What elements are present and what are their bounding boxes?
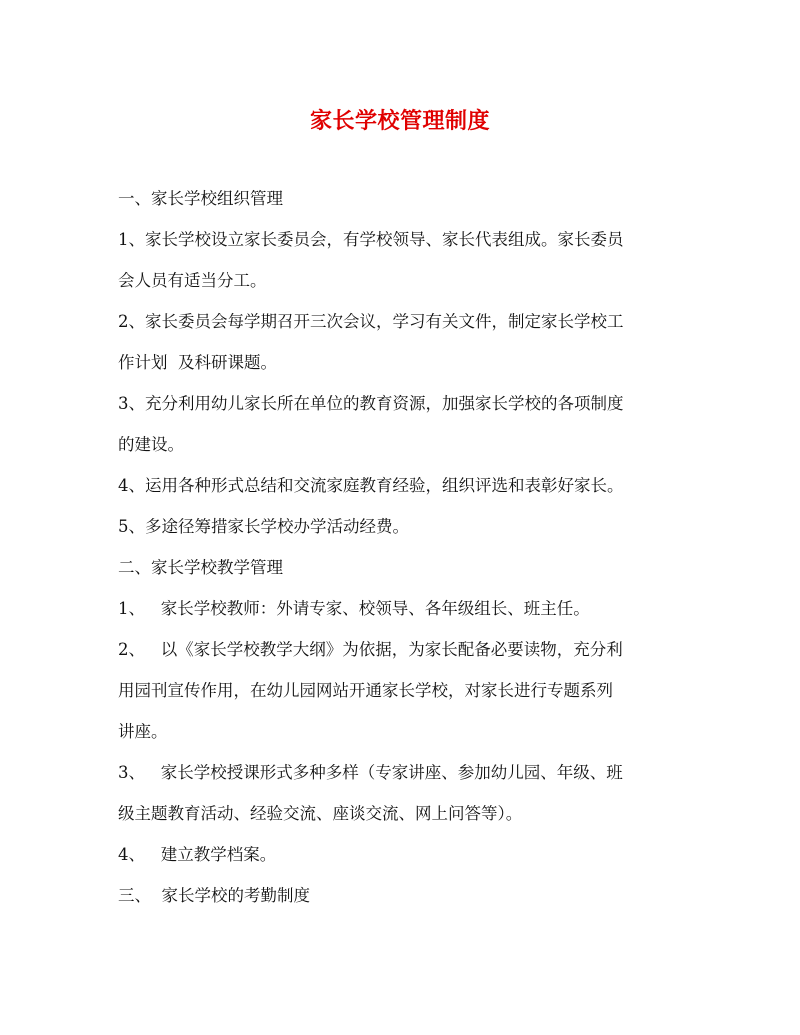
document-title: 家长学校管理制度 [309, 108, 490, 134]
paragraph-line: 5、多途径筹措家长学校办学活动经费。 [118, 517, 409, 536]
paragraph-line: 作计划 及科研课题。 [118, 353, 277, 372]
section-heading-organization: 一、家长学校组织管理 [118, 189, 283, 208]
paragraph-line: 3、 家长学校授课形式多种多样（专家讲座、参加幼儿园、年级、班 [118, 763, 623, 782]
section-heading-teaching: 二、家长学校教学管理 [118, 558, 283, 577]
paragraph-line: 3、充分利用幼儿家长所在单位的教育资源，加强家长学校的各项制度 [118, 394, 624, 413]
paragraph-line: 级主题教育活动、经验交流、座谈交流、网上问答等）。 [118, 804, 523, 823]
document-body [118, 178, 688, 916]
paragraph-line: 1、家长学校设立家长委员会，有学校领导、家长代表组成。家长委员 [118, 230, 624, 249]
paragraph-line: 4、 建立教学档案。 [118, 845, 277, 864]
paragraph-line: 讲座。 [118, 722, 168, 741]
paragraph-line: 用园刊宣传作用，在幼儿园网站开通家长学校，对家长进行专题系列 [118, 681, 613, 700]
section-heading-attendance: 三、 家长学校的考勤制度 [118, 886, 310, 905]
paragraph-line: 2、家长委员会每学期召开三次会议，学习有关文件，制定家长学校工 [118, 312, 624, 331]
paragraph-line: 1、 家长学校教师：外请专家、校领导、各年级组长、班主任。 [118, 599, 590, 618]
paragraph-line: 会人员有适当分工。 [118, 271, 267, 290]
paragraph-line: 2、 以《家长学校教学大纲》为依据，为家长配备必要读物，充分利 [118, 640, 623, 659]
paragraph-line: 4、运用各种形式总结和交流家庭教育经验，组织评选和表彰好家长。 [118, 476, 624, 495]
paragraph-line: 的建设。 [118, 435, 184, 454]
